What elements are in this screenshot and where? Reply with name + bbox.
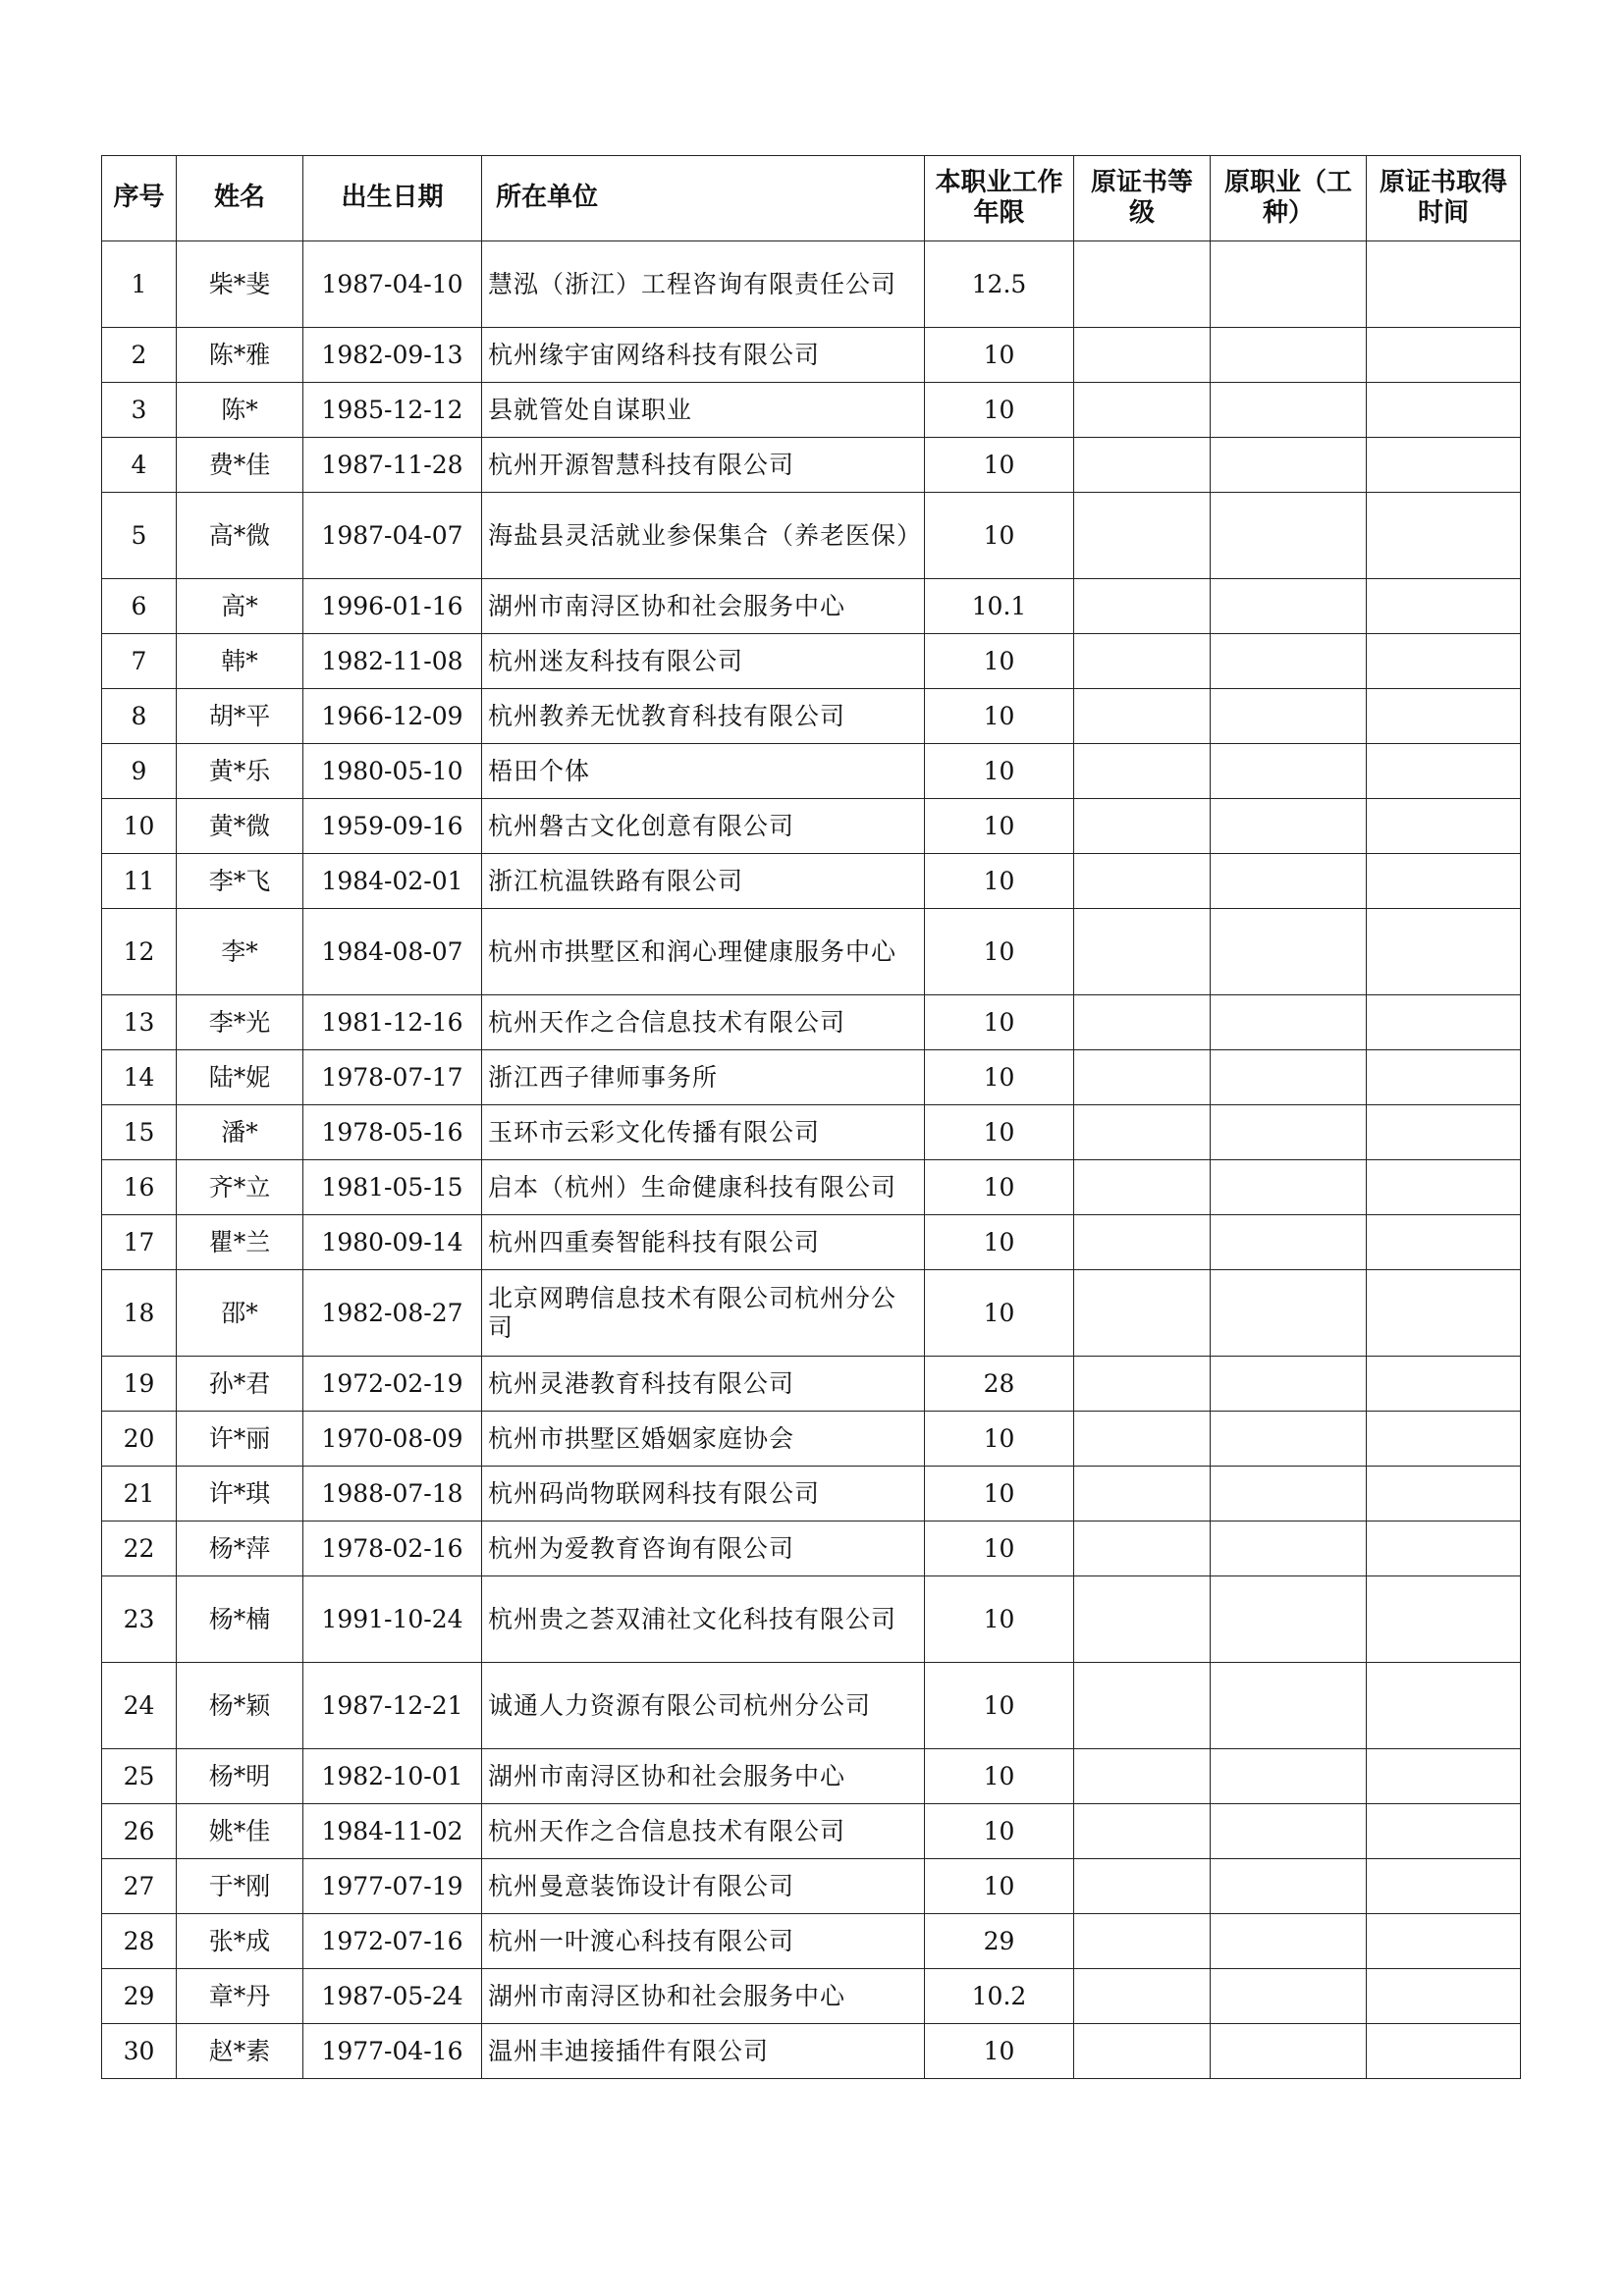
birth-date-cell: 1982-11-08 <box>303 634 482 689</box>
original-occupation-cell <box>1211 1576 1367 1663</box>
birth-date-cell: 1980-05-10 <box>303 744 482 799</box>
name-cell: 李* <box>177 909 303 995</box>
serial-number-cell: 22 <box>102 1522 177 1576</box>
birth-date-cell: 1996-01-16 <box>303 579 482 634</box>
table-row <box>102 241 1521 328</box>
table-row <box>102 854 1521 909</box>
work-unit-cell: 杭州市拱墅区婚姻家庭协会 <box>482 1412 925 1467</box>
table-row <box>102 1105 1521 1160</box>
work-unit-cell: 杭州一叶渡心科技有限公司 <box>482 1914 925 1969</box>
name-cell: 齐*立 <box>177 1160 303 1215</box>
name-cell: 潘* <box>177 1105 303 1160</box>
work-years-cell: 10 <box>925 1270 1074 1357</box>
name-cell: 黄*乐 <box>177 744 303 799</box>
work-years-cell: 12.5 <box>925 241 1074 328</box>
birth-date-cell: 1988-07-18 <box>303 1467 482 1522</box>
original-cert-grade-cell <box>1074 438 1211 493</box>
original-cert-grade-cell <box>1074 1969 1211 2024</box>
cert-obtained-time-cell <box>1367 1522 1521 1576</box>
original-occupation-cell <box>1211 2024 1367 2079</box>
personnel-table <box>101 155 1521 2079</box>
serial-number-cell: 28 <box>102 1914 177 1969</box>
header-cert-obtained-time: 原证书取得时间 <box>1367 156 1521 241</box>
work-unit-cell: 杭州贵之荟双浦社文化科技有限公司 <box>482 1576 925 1663</box>
cert-obtained-time-cell <box>1367 1215 1521 1270</box>
name-cell: 陈* <box>177 383 303 438</box>
work-unit-cell: 杭州磐古文化创意有限公司 <box>482 799 925 854</box>
cert-obtained-time-cell <box>1367 579 1521 634</box>
serial-number-cell: 1 <box>102 241 177 328</box>
cert-obtained-time-cell <box>1367 1105 1521 1160</box>
original-cert-grade-cell <box>1074 1270 1211 1357</box>
table-row <box>102 634 1521 689</box>
table-row <box>102 493 1521 579</box>
original-occupation-cell <box>1211 854 1367 909</box>
work-unit-cell: 海盐县灵活就业参保集合（养老医保） <box>482 493 925 579</box>
table-row <box>102 1357 1521 1412</box>
name-cell: 高*微 <box>177 493 303 579</box>
cert-obtained-time-cell <box>1367 438 1521 493</box>
original-cert-grade-cell <box>1074 634 1211 689</box>
serial-number-cell: 4 <box>102 438 177 493</box>
birth-date-cell: 1959-09-16 <box>303 799 482 854</box>
serial-number-cell: 23 <box>102 1576 177 1663</box>
original-occupation-cell <box>1211 1804 1367 1859</box>
name-cell: 于*刚 <box>177 1859 303 1914</box>
work-unit-cell: 启本（杭州）生命健康科技有限公司 <box>482 1160 925 1215</box>
cert-obtained-time-cell <box>1367 995 1521 1050</box>
name-cell: 张*成 <box>177 1914 303 1969</box>
birth-date-cell: 1985-12-12 <box>303 383 482 438</box>
serial-number-cell: 3 <box>102 383 177 438</box>
serial-number-cell: 2 <box>102 328 177 383</box>
table-row <box>102 995 1521 1050</box>
work-years-cell: 10 <box>925 1859 1074 1914</box>
cert-obtained-time-cell <box>1367 1357 1521 1412</box>
original-cert-grade-cell <box>1074 1160 1211 1215</box>
header-work-unit: 所在单位 <box>482 156 925 241</box>
cert-obtained-time-cell <box>1367 744 1521 799</box>
name-cell: 邵* <box>177 1270 303 1357</box>
work-years-cell: 10.2 <box>925 1969 1074 2024</box>
cert-obtained-time-cell <box>1367 1467 1521 1522</box>
cert-obtained-time-cell <box>1367 1270 1521 1357</box>
header-work-years: 本职业工作年限 <box>925 156 1074 241</box>
original-cert-grade-cell <box>1074 328 1211 383</box>
work-unit-cell: 浙江西子律师事务所 <box>482 1050 925 1105</box>
cert-obtained-time-cell <box>1367 241 1521 328</box>
work-unit-cell: 杭州市拱墅区和润心理健康服务中心 <box>482 909 925 995</box>
work-years-cell: 10 <box>925 1412 1074 1467</box>
name-cell: 柴*斐 <box>177 241 303 328</box>
cert-obtained-time-cell <box>1367 634 1521 689</box>
birth-date-cell: 1981-05-15 <box>303 1160 482 1215</box>
table-row <box>102 1050 1521 1105</box>
original-cert-grade-cell <box>1074 689 1211 744</box>
table-row <box>102 1576 1521 1663</box>
work-years-cell: 10 <box>925 1050 1074 1105</box>
original-occupation-cell <box>1211 1270 1367 1357</box>
work-unit-cell: 温州丰迪接插件有限公司 <box>482 2024 925 2079</box>
cert-obtained-time-cell <box>1367 909 1521 995</box>
original-cert-grade-cell <box>1074 1663 1211 1749</box>
original-occupation-cell <box>1211 634 1367 689</box>
serial-number-cell: 8 <box>102 689 177 744</box>
original-cert-grade-cell <box>1074 1050 1211 1105</box>
table-row <box>102 1914 1521 1969</box>
original-cert-grade-cell <box>1074 1215 1211 1270</box>
serial-number-cell: 5 <box>102 493 177 579</box>
serial-number-cell: 18 <box>102 1270 177 1357</box>
original-occupation-cell <box>1211 1522 1367 1576</box>
work-years-cell: 10 <box>925 438 1074 493</box>
work-unit-cell: 湖州市南浔区协和社会服务中心 <box>482 579 925 634</box>
original-cert-grade-cell <box>1074 1105 1211 1160</box>
table-row <box>102 909 1521 995</box>
work-years-cell: 10 <box>925 854 1074 909</box>
table-row <box>102 579 1521 634</box>
original-occupation-cell <box>1211 241 1367 328</box>
birth-date-cell: 1981-12-16 <box>303 995 482 1050</box>
work-years-cell: 28 <box>925 1357 1074 1412</box>
cert-obtained-time-cell <box>1367 1749 1521 1804</box>
work-unit-cell: 湖州市南浔区协和社会服务中心 <box>482 1969 925 2024</box>
cert-obtained-time-cell <box>1367 1914 1521 1969</box>
original-cert-grade-cell <box>1074 799 1211 854</box>
work-unit-cell: 杭州为爱教育咨询有限公司 <box>482 1522 925 1576</box>
serial-number-cell: 13 <box>102 995 177 1050</box>
cert-obtained-time-cell <box>1367 493 1521 579</box>
work-unit-cell: 杭州天作之合信息技术有限公司 <box>482 995 925 1050</box>
serial-number-cell: 30 <box>102 2024 177 2079</box>
table-row <box>102 1467 1521 1522</box>
serial-number-cell: 26 <box>102 1804 177 1859</box>
birth-date-cell: 1978-02-16 <box>303 1522 482 1576</box>
header-original-occupation: 原职业（工种） <box>1211 156 1367 241</box>
work-unit-cell: 北京网聘信息技术有限公司杭州分公司 <box>482 1270 925 1357</box>
name-cell: 陈*雅 <box>177 328 303 383</box>
table-row <box>102 744 1521 799</box>
serial-number-cell: 11 <box>102 854 177 909</box>
birth-date-cell: 1991-10-24 <box>303 1576 482 1663</box>
serial-number-cell: 15 <box>102 1105 177 1160</box>
original-occupation-cell <box>1211 383 1367 438</box>
table-row <box>102 1804 1521 1859</box>
name-cell: 姚*佳 <box>177 1804 303 1859</box>
original-occupation-cell <box>1211 438 1367 493</box>
original-occupation-cell <box>1211 1357 1367 1412</box>
original-occupation-cell <box>1211 1969 1367 2024</box>
work-unit-cell: 杭州缘宇宙网络科技有限公司 <box>482 328 925 383</box>
original-cert-grade-cell <box>1074 241 1211 328</box>
name-cell: 杨*明 <box>177 1749 303 1804</box>
serial-number-cell: 9 <box>102 744 177 799</box>
original-occupation-cell <box>1211 1467 1367 1522</box>
original-cert-grade-cell <box>1074 383 1211 438</box>
header-original-cert-grade: 原证书等级 <box>1074 156 1211 241</box>
work-unit-cell: 诚通人力资源有限公司杭州分公司 <box>482 1663 925 1749</box>
birth-date-cell: 1977-04-16 <box>303 2024 482 2079</box>
header-name: 姓名 <box>177 156 303 241</box>
table-row <box>102 438 1521 493</box>
birth-date-cell: 1982-10-01 <box>303 1749 482 1804</box>
cert-obtained-time-cell <box>1367 1050 1521 1105</box>
cert-obtained-time-cell <box>1367 328 1521 383</box>
work-unit-cell: 杭州曼意装饰设计有限公司 <box>482 1859 925 1914</box>
original-occupation-cell <box>1211 1050 1367 1105</box>
original-occupation-cell <box>1211 1663 1367 1749</box>
cert-obtained-time-cell <box>1367 799 1521 854</box>
serial-number-cell: 10 <box>102 799 177 854</box>
work-years-cell: 10 <box>925 328 1074 383</box>
work-years-cell: 10 <box>925 1522 1074 1576</box>
serial-number-cell: 21 <box>102 1467 177 1522</box>
table-row <box>102 1749 1521 1804</box>
original-occupation-cell <box>1211 689 1367 744</box>
birth-date-cell: 1984-08-07 <box>303 909 482 995</box>
name-cell: 许*丽 <box>177 1412 303 1467</box>
work-years-cell: 10 <box>925 1467 1074 1522</box>
birth-date-cell: 1987-12-21 <box>303 1663 482 1749</box>
original-occupation-cell <box>1211 1749 1367 1804</box>
birth-date-cell: 1984-11-02 <box>303 1804 482 1859</box>
table-row <box>102 2024 1521 2079</box>
work-unit-cell: 梧田个体 <box>482 744 925 799</box>
original-cert-grade-cell <box>1074 1914 1211 1969</box>
name-cell: 孙*君 <box>177 1357 303 1412</box>
table-row <box>102 328 1521 383</box>
original-cert-grade-cell <box>1074 1804 1211 1859</box>
original-occupation-cell <box>1211 1105 1367 1160</box>
table-row <box>102 1969 1521 2024</box>
name-cell: 韩* <box>177 634 303 689</box>
work-years-cell: 10 <box>925 1663 1074 1749</box>
original-occupation-cell <box>1211 493 1367 579</box>
birth-date-cell: 1970-08-09 <box>303 1412 482 1467</box>
original-occupation-cell <box>1211 1215 1367 1270</box>
cert-obtained-time-cell <box>1367 1412 1521 1467</box>
birth-date-cell: 1978-07-17 <box>303 1050 482 1105</box>
serial-number-cell: 7 <box>102 634 177 689</box>
work-years-cell: 29 <box>925 1914 1074 1969</box>
original-cert-grade-cell <box>1074 909 1211 995</box>
original-cert-grade-cell <box>1074 1412 1211 1467</box>
original-cert-grade-cell <box>1074 493 1211 579</box>
work-years-cell: 10 <box>925 799 1074 854</box>
serial-number-cell: 25 <box>102 1749 177 1804</box>
original-cert-grade-cell <box>1074 2024 1211 2079</box>
original-cert-grade-cell <box>1074 1859 1211 1914</box>
name-cell: 赵*素 <box>177 2024 303 2079</box>
work-years-cell: 10 <box>925 744 1074 799</box>
original-occupation-cell <box>1211 744 1367 799</box>
name-cell: 费*佳 <box>177 438 303 493</box>
table-row <box>102 383 1521 438</box>
serial-number-cell: 14 <box>102 1050 177 1105</box>
work-unit-cell: 湖州市南浔区协和社会服务中心 <box>482 1749 925 1804</box>
work-years-cell: 10 <box>925 1105 1074 1160</box>
cert-obtained-time-cell <box>1367 1160 1521 1215</box>
name-cell: 瞿*兰 <box>177 1215 303 1270</box>
original-cert-grade-cell <box>1074 1749 1211 1804</box>
serial-number-cell: 16 <box>102 1160 177 1215</box>
serial-number-cell: 27 <box>102 1859 177 1914</box>
table-row <box>102 1412 1521 1467</box>
table-body <box>102 241 1521 2079</box>
birth-date-cell: 1982-09-13 <box>303 328 482 383</box>
work-unit-cell: 杭州四重奏智能科技有限公司 <box>482 1215 925 1270</box>
original-cert-grade-cell <box>1074 1522 1211 1576</box>
birth-date-cell: 1978-05-16 <box>303 1105 482 1160</box>
work-years-cell: 10 <box>925 995 1074 1050</box>
work-years-cell: 10 <box>925 1160 1074 1215</box>
cert-obtained-time-cell <box>1367 1859 1521 1914</box>
original-occupation-cell <box>1211 579 1367 634</box>
original-occupation-cell <box>1211 995 1367 1050</box>
name-cell: 李*光 <box>177 995 303 1050</box>
name-cell: 章*丹 <box>177 1969 303 2024</box>
name-cell: 杨*颖 <box>177 1663 303 1749</box>
work-unit-cell: 慧泓（浙江）工程咨询有限责任公司 <box>482 241 925 328</box>
table-row <box>102 799 1521 854</box>
work-unit-cell: 浙江杭温铁路有限公司 <box>482 854 925 909</box>
birth-date-cell: 1987-11-28 <box>303 438 482 493</box>
cert-obtained-time-cell <box>1367 1576 1521 1663</box>
serial-number-cell: 6 <box>102 579 177 634</box>
cert-obtained-time-cell <box>1367 854 1521 909</box>
original-cert-grade-cell <box>1074 744 1211 799</box>
birth-date-cell: 1972-07-16 <box>303 1914 482 1969</box>
header-serial-number: 序号 <box>102 156 177 241</box>
original-cert-grade-cell <box>1074 579 1211 634</box>
name-cell: 高* <box>177 579 303 634</box>
table-row <box>102 1522 1521 1576</box>
birth-date-cell: 1982-08-27 <box>303 1270 482 1357</box>
original-cert-grade-cell <box>1074 995 1211 1050</box>
serial-number-cell: 24 <box>102 1663 177 1749</box>
cert-obtained-time-cell <box>1367 689 1521 744</box>
table-header-row <box>102 156 1521 241</box>
work-years-cell: 10 <box>925 1576 1074 1663</box>
birth-date-cell: 1987-04-10 <box>303 241 482 328</box>
original-cert-grade-cell <box>1074 854 1211 909</box>
original-cert-grade-cell <box>1074 1576 1211 1663</box>
work-years-cell: 10 <box>925 1804 1074 1859</box>
original-occupation-cell <box>1211 1859 1367 1914</box>
original-occupation-cell <box>1211 328 1367 383</box>
serial-number-cell: 17 <box>102 1215 177 1270</box>
work-unit-cell: 杭州开源智慧科技有限公司 <box>482 438 925 493</box>
birth-date-cell: 1987-05-24 <box>303 1969 482 2024</box>
work-unit-cell: 杭州教养无忧教育科技有限公司 <box>482 689 925 744</box>
birth-date-cell: 1966-12-09 <box>303 689 482 744</box>
table-row <box>102 1859 1521 1914</box>
original-occupation-cell <box>1211 799 1367 854</box>
birth-date-cell: 1977-07-19 <box>303 1859 482 1914</box>
original-occupation-cell <box>1211 1412 1367 1467</box>
name-cell: 许*琪 <box>177 1467 303 1522</box>
name-cell: 黄*微 <box>177 799 303 854</box>
original-occupation-cell <box>1211 1914 1367 1969</box>
table-row <box>102 1215 1521 1270</box>
work-years-cell: 10 <box>925 689 1074 744</box>
cert-obtained-time-cell <box>1367 383 1521 438</box>
work-years-cell: 10 <box>925 383 1074 438</box>
work-unit-cell: 杭州灵港教育科技有限公司 <box>482 1357 925 1412</box>
work-unit-cell: 县就管处自谋职业 <box>482 383 925 438</box>
name-cell: 李*飞 <box>177 854 303 909</box>
work-years-cell: 10 <box>925 2024 1074 2079</box>
birth-date-cell: 1984-02-01 <box>303 854 482 909</box>
header-birth-date: 出生日期 <box>303 156 482 241</box>
birth-date-cell: 1980-09-14 <box>303 1215 482 1270</box>
work-years-cell: 10 <box>925 1215 1074 1270</box>
work-unit-cell: 杭州迷友科技有限公司 <box>482 634 925 689</box>
work-years-cell: 10 <box>925 634 1074 689</box>
name-cell: 胡*平 <box>177 689 303 744</box>
work-years-cell: 10 <box>925 909 1074 995</box>
serial-number-cell: 19 <box>102 1357 177 1412</box>
name-cell: 陆*妮 <box>177 1050 303 1105</box>
work-unit-cell: 玉环市云彩文化传播有限公司 <box>482 1105 925 1160</box>
work-unit-cell: 杭州码尚物联网科技有限公司 <box>482 1467 925 1522</box>
table-row <box>102 1663 1521 1749</box>
serial-number-cell: 29 <box>102 1969 177 2024</box>
serial-number-cell: 20 <box>102 1412 177 1467</box>
table-row <box>102 689 1521 744</box>
name-cell: 杨*萍 <box>177 1522 303 1576</box>
work-years-cell: 10 <box>925 493 1074 579</box>
serial-number-cell: 12 <box>102 909 177 995</box>
birth-date-cell: 1972-02-19 <box>303 1357 482 1412</box>
original-occupation-cell <box>1211 909 1367 995</box>
name-cell: 杨*楠 <box>177 1576 303 1663</box>
table-row <box>102 1270 1521 1357</box>
work-unit-cell: 杭州天作之合信息技术有限公司 <box>482 1804 925 1859</box>
work-years-cell: 10 <box>925 1749 1074 1804</box>
cert-obtained-time-cell <box>1367 1804 1521 1859</box>
original-cert-grade-cell <box>1074 1467 1211 1522</box>
birth-date-cell: 1987-04-07 <box>303 493 482 579</box>
cert-obtained-time-cell <box>1367 2024 1521 2079</box>
table-row <box>102 1160 1521 1215</box>
original-occupation-cell <box>1211 1160 1367 1215</box>
cert-obtained-time-cell <box>1367 1969 1521 2024</box>
work-years-cell: 10.1 <box>925 579 1074 634</box>
original-cert-grade-cell <box>1074 1357 1211 1412</box>
cert-obtained-time-cell <box>1367 1663 1521 1749</box>
